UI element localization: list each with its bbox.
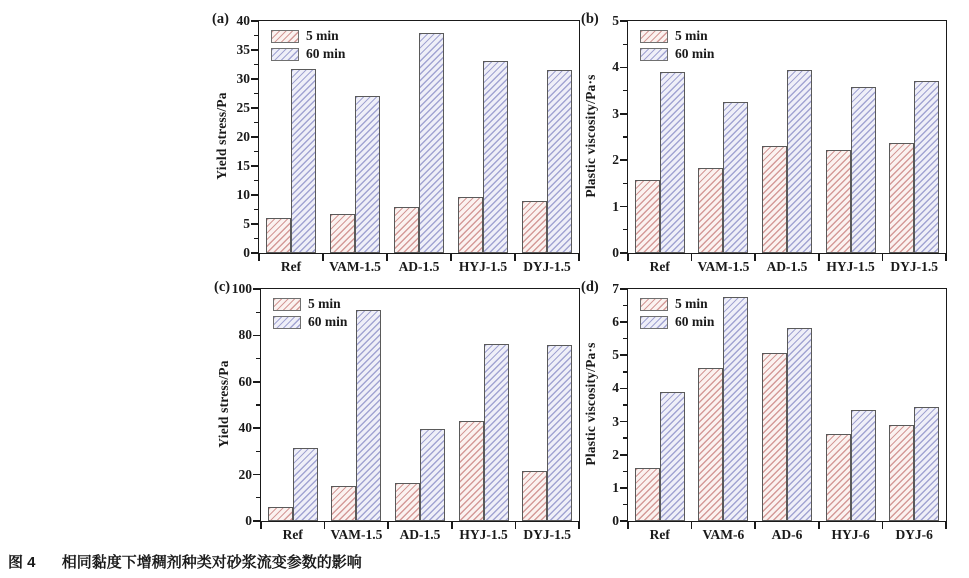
bar-60min: [293, 448, 318, 521]
bar-5min: [395, 483, 420, 521]
y-minor-tick: [256, 312, 261, 313]
y-major-tick: [620, 321, 628, 323]
y-minor-tick: [623, 136, 628, 137]
bar-5min: [762, 353, 787, 521]
y-minor-tick: [254, 64, 259, 65]
bar-5min: [635, 180, 660, 253]
y-major-tick: [251, 49, 259, 51]
legend-entry-60min: [271, 47, 345, 61]
y-minor-tick: [254, 93, 259, 94]
x-axis-tick: [258, 253, 260, 261]
legend-swatch-60min: [640, 316, 668, 329]
y-minor-tick: [623, 229, 628, 230]
legend-label-5min: 5 min: [675, 28, 708, 43]
y-tick-label: 30: [236, 71, 250, 86]
y-tick-label: 0: [243, 245, 250, 260]
x-axis-tick: [260, 521, 262, 529]
bar-60min: [291, 69, 316, 253]
bar-60min: [851, 87, 876, 253]
y-minor-tick: [256, 358, 261, 359]
x-category-label: DYJ-1.5: [890, 259, 938, 274]
legend-swatch-60min: [640, 48, 668, 61]
y-tick-label: 4: [612, 59, 619, 75]
figure-caption-text: 相同黏度下增稠剂种类对砂浆流变参数的影响: [61, 554, 362, 571]
y-major-tick: [620, 67, 628, 69]
x-axis-tick: [322, 253, 324, 261]
legend-swatch-60min: [271, 48, 299, 61]
x-category-label: VAM-1.5: [697, 259, 750, 274]
legend-swatch-60min: [273, 316, 301, 329]
y-major-tick: [253, 381, 261, 383]
legend-swatch-5min: [271, 30, 299, 43]
bar-5min: [268, 507, 293, 521]
legend-label-60min: 60 min: [675, 46, 715, 61]
y-tick-label: 35: [236, 42, 250, 57]
x-category-label: AD-6: [771, 527, 803, 542]
legend-entry-5min: [640, 297, 714, 311]
y-major-tick: [620, 354, 628, 356]
y-minor-tick: [623, 371, 628, 372]
legend-b: [640, 29, 714, 65]
y-minor-tick: [623, 404, 628, 405]
legend-entry-5min: [273, 297, 347, 311]
bar-5min: [522, 471, 547, 521]
y-tick-label: 40: [238, 420, 252, 436]
y-axis-title-d: Plastic viscosity/Pa·s: [583, 342, 598, 466]
bar-60min: [914, 81, 939, 253]
chart-panel-a: [212, 11, 578, 274]
bar-5min: [331, 486, 356, 521]
y-major-tick: [251, 20, 259, 22]
legend-label-60min: 60 min: [675, 314, 715, 329]
y-tick-label: 15: [236, 158, 250, 173]
y-minor-tick: [254, 180, 259, 181]
legend-label-5min: 5 min: [306, 28, 339, 43]
legend-entry-60min: [640, 47, 714, 61]
x-axis-tick: [627, 253, 629, 261]
bar-60min: [547, 345, 572, 521]
legend-entry-60min: [640, 315, 714, 329]
y-axis-title-c: Yield stress/Pa: [216, 360, 231, 448]
bar-5min: [826, 434, 851, 521]
bar-60min: [660, 392, 685, 521]
y-axis-title-a: Yield stress/Pa: [214, 92, 229, 180]
bar-60min: [356, 310, 381, 521]
x-axis-tick: [578, 253, 580, 261]
legend-entry-5min: [271, 29, 345, 43]
legend-label-60min: 60 min: [308, 314, 348, 329]
y-tick-label: 5: [243, 216, 250, 231]
y-tick-label: 6: [612, 314, 619, 330]
legend-label-60min: 60 min: [306, 46, 346, 61]
y-major-tick: [620, 206, 628, 208]
y-minor-tick: [623, 437, 628, 438]
x-category-label: DYJ-1.5: [523, 527, 571, 542]
x-category-label: HYJ-6: [831, 527, 870, 542]
y-tick-label: 0: [245, 513, 252, 528]
y-major-tick: [253, 427, 261, 429]
y-minor-tick: [623, 44, 628, 45]
legend-label-5min: 5 min: [675, 296, 708, 311]
x-category-label: AD-1.5: [399, 527, 441, 542]
y-minor-tick: [256, 404, 261, 405]
bar-5min: [698, 168, 723, 253]
y-tick-label: 0: [612, 513, 619, 528]
y-tick-label: 1: [612, 479, 619, 495]
y-minor-tick: [256, 451, 261, 452]
bar-5min: [459, 421, 484, 521]
x-axis-tick: [754, 521, 756, 529]
y-major-tick: [620, 388, 628, 390]
bar-60min: [420, 429, 445, 521]
bar-60min: [547, 70, 572, 253]
x-axis-tick: [515, 521, 517, 529]
x-axis-tick: [818, 253, 820, 261]
chart-panel-b: [581, 11, 945, 274]
figure-number: 图 4: [8, 554, 36, 571]
legend-swatch-5min: [273, 298, 301, 311]
y-major-tick: [251, 107, 259, 109]
x-axis-tick: [754, 253, 756, 261]
bar-60min: [914, 407, 939, 521]
y-minor-tick: [623, 471, 628, 472]
panel-label-c: (c): [214, 279, 231, 295]
y-minor-tick: [254, 209, 259, 210]
y-tick-label: 3: [612, 105, 619, 121]
y-major-tick: [251, 223, 259, 225]
legend-c: [273, 297, 347, 333]
y-tick-label: 5: [612, 13, 619, 28]
bar-60min: [851, 410, 876, 521]
panel-label-b: (b): [581, 11, 599, 27]
x-axis-tick: [882, 521, 884, 529]
y-major-tick: [620, 20, 628, 22]
y-axis-title-b: Plastic viscosity/Pa·s: [583, 74, 598, 198]
bar-5min: [458, 197, 483, 253]
bar-60min: [483, 61, 508, 253]
y-tick-label: 7: [612, 281, 619, 296]
y-major-tick: [251, 165, 259, 167]
y-tick-label: 1: [612, 198, 619, 214]
y-tick-label: 40: [236, 13, 250, 28]
y-tick-label: 4: [612, 380, 619, 396]
x-category-label: DYJ-1.5: [523, 259, 571, 274]
y-tick-label: 80: [238, 327, 252, 343]
y-minor-tick: [256, 497, 261, 498]
y-major-tick: [620, 487, 628, 489]
legend-d: [640, 297, 714, 333]
bar-60min: [787, 70, 812, 253]
bar-5min: [394, 207, 419, 253]
bar-60min: [484, 344, 509, 521]
legend-label-5min: 5 min: [308, 296, 341, 311]
y-major-tick: [253, 474, 261, 476]
y-tick-label: 20: [236, 129, 250, 144]
y-tick-label: 2: [612, 446, 619, 462]
y-tick-label: 2: [612, 152, 619, 168]
x-category-label: Ref: [649, 527, 670, 542]
x-axis-tick: [818, 521, 820, 529]
legend-swatch-5min: [640, 298, 668, 311]
x-category-label: VAM-1.5: [330, 527, 383, 542]
x-category-label: HYJ-1.5: [458, 259, 508, 274]
legend-entry-5min: [640, 29, 714, 43]
x-category-label: Ref: [649, 259, 670, 274]
figure-caption: [8, 551, 362, 572]
y-minor-tick: [623, 305, 628, 306]
legend-a: [271, 29, 345, 65]
x-category-label: AD-1.5: [398, 259, 440, 274]
x-axis-tick: [882, 253, 884, 261]
chart-panel-c: [214, 279, 578, 542]
bar-5min: [889, 425, 914, 521]
y-major-tick: [620, 159, 628, 161]
y-major-tick: [251, 194, 259, 196]
y-major-tick: [253, 335, 261, 337]
x-axis-tick: [945, 521, 947, 529]
y-tick-label: 20: [238, 466, 252, 482]
y-major-tick: [620, 421, 628, 423]
y-major-tick: [620, 454, 628, 456]
y-minor-tick: [254, 238, 259, 239]
y-tick-label: 25: [236, 100, 250, 115]
x-axis-tick: [386, 253, 388, 261]
x-category-label: DYJ-6: [895, 527, 933, 542]
bar-60min: [723, 102, 748, 253]
y-minor-tick: [623, 338, 628, 339]
y-major-tick: [251, 78, 259, 80]
x-category-label: VAM-1.5: [329, 259, 381, 274]
bar-5min: [826, 150, 851, 253]
y-tick-label: 3: [612, 413, 619, 429]
x-axis-tick: [324, 521, 326, 529]
bar-5min: [266, 218, 291, 253]
y-major-tick: [620, 288, 628, 290]
y-tick-label: 60: [238, 373, 252, 389]
y-tick-label: 0: [612, 245, 619, 260]
bar-5min: [635, 468, 660, 521]
y-major-tick: [253, 288, 261, 290]
bar-60min: [419, 33, 444, 253]
x-axis-tick: [627, 521, 629, 529]
bar-5min: [889, 143, 914, 253]
bar-5min: [522, 201, 547, 253]
bar-60min: [787, 328, 812, 521]
x-axis-tick: [514, 253, 516, 261]
x-category-label: AD-1.5: [766, 259, 808, 274]
y-minor-tick: [623, 504, 628, 505]
x-category-label: Ref: [282, 527, 303, 542]
bar-5min: [698, 368, 723, 521]
x-axis-tick: [945, 253, 947, 261]
y-tick-label: 100: [231, 281, 252, 296]
y-major-tick: [620, 113, 628, 115]
y-minor-tick: [254, 122, 259, 123]
x-axis-tick: [450, 253, 452, 261]
x-axis-tick: [387, 521, 389, 529]
x-category-label: VAM-6: [702, 527, 745, 542]
x-axis-tick: [691, 253, 693, 261]
x-category-label: HYJ-1.5: [459, 527, 508, 542]
y-tick-label: 5: [612, 347, 619, 363]
y-minor-tick: [254, 151, 259, 152]
y-minor-tick: [254, 35, 259, 36]
y-minor-tick: [623, 90, 628, 91]
bar-5min: [330, 214, 355, 253]
y-major-tick: [251, 136, 259, 138]
x-category-label: Ref: [280, 259, 302, 274]
x-category-label: HYJ-1.5: [826, 259, 875, 274]
y-tick-label: 10: [236, 187, 250, 202]
chart-panel-d: [581, 279, 945, 542]
legend-swatch-5min: [640, 30, 668, 43]
bar-60min: [660, 72, 685, 253]
x-axis-tick: [578, 521, 580, 529]
bar-60min: [723, 297, 748, 521]
legend-entry-60min: [273, 315, 347, 329]
y-minor-tick: [623, 183, 628, 184]
x-axis-tick: [691, 521, 693, 529]
bar-60min: [355, 96, 380, 253]
panel-label-d: (d): [581, 279, 599, 295]
bar-5min: [762, 146, 787, 253]
panel-label-a: (a): [212, 11, 229, 27]
x-axis-tick: [451, 521, 453, 529]
